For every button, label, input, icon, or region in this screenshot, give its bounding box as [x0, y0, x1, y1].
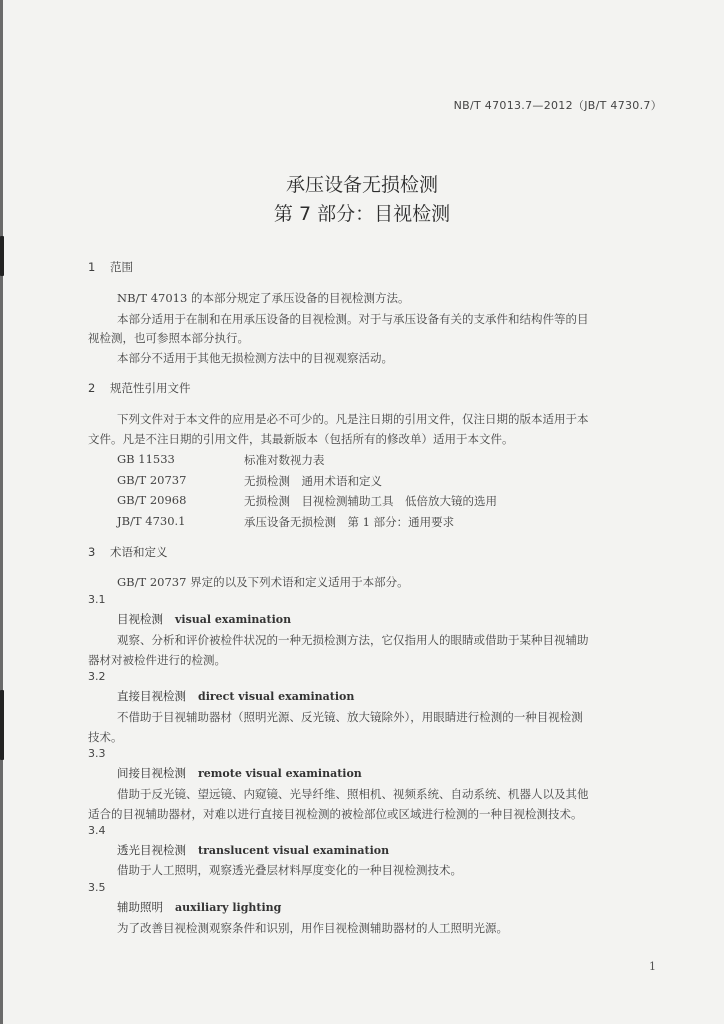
term-entry [117, 765, 362, 781]
clause-number: 3.1 [88, 593, 106, 606]
clause-number: 3.4 [88, 824, 106, 837]
reference-code: JB/T 4730.1 [117, 514, 186, 528]
term-english: translucent visual examination [198, 844, 390, 857]
standard-code: NB/T 47013.7—2012（JB/T 4730.7） [453, 99, 662, 112]
section-number: 1 [88, 260, 96, 274]
definition: 不借助于目视辅助器材（照明光源、反光镜、放大镜除外），用眼睛进行检测的一种目视检测 [117, 710, 583, 724]
paragraph: 本部分适用于在制和在用承压设备的目视检测。对于与承压设备有关的支承件和结构件等的目 [117, 312, 589, 326]
reference-code: GB/T 20968 [117, 493, 187, 507]
scan-edge-mark-bottom [0, 690, 4, 760]
term-entry [117, 899, 281, 915]
document-title: 承压设备无损检测 [285, 174, 438, 196]
reference-title: 无损检测 通用术语和定义 [244, 474, 382, 488]
scan-edge-mark-top [0, 236, 4, 276]
paragraph: 文件。凡是不注日期的引用文件，其最新版本（包括所有的修改单）适用于本文件。 [88, 432, 514, 446]
paragraph: 视检测，也可参照本部分执行。 [88, 331, 249, 345]
term-english: auxiliary lighting [175, 901, 282, 914]
definition: 技术。 [88, 730, 123, 744]
term-english: remote visual examination [198, 767, 362, 780]
section-2-heading [88, 380, 191, 396]
definition: 器材对被检件进行的检测。 [88, 653, 226, 667]
term-english: direct visual examination [198, 690, 355, 703]
reference-code: GB/T 20737 [117, 473, 187, 487]
term-chinese: 辅助照明 [117, 900, 163, 914]
section-title: 规范性引用文件 [110, 381, 191, 395]
term-english: visual examination [175, 613, 292, 626]
section-number: 2 [88, 381, 96, 395]
section-1-heading [88, 259, 133, 275]
section-title: 范围 [110, 260, 133, 274]
scan-left-edge [0, 0, 3, 1024]
definition: 观察、分析和评价被检件状况的一种无损检测方法，它仅指用人的眼睛或借助于某种目视辅助 [117, 633, 589, 647]
section-3-heading [88, 544, 168, 560]
paragraph: 下列文件对于本文件的应用是必不可少的。凡是注日期的引用文件，仅注日期的版本适用于本 [117, 412, 589, 426]
term-entry [117, 688, 354, 704]
document-subtitle: 第 7 部分：目视检测 [273, 203, 451, 225]
reference-code: GB 11533 [117, 452, 175, 466]
clause-number: 3.5 [88, 881, 106, 894]
page-number: 1 [649, 960, 656, 973]
reference-title: 承压设备无损检测 第 1 部分：通用要求 [244, 515, 455, 529]
paragraph: NB/T 47013 的本部分规定了承压设备的目视检测方法。 [117, 291, 410, 305]
paragraph: 本部分不适用于其他无损检测方法中的目视观察活动。 [117, 351, 393, 365]
definition: 为了改善目视检测观察条件和识别，用作目视检测辅助器材的人工照明光源。 [117, 921, 508, 935]
term-chinese: 透光目视检测 [117, 843, 186, 857]
reference-title: 无损检测 目视检测辅助工具 低倍放大镜的选用 [244, 494, 497, 508]
clause-number: 3.3 [88, 747, 106, 760]
reference-title: 标准对数视力表 [244, 453, 325, 467]
paragraph: GB/T 20737 界定的以及下列术语和定义适用于本部分。 [117, 575, 409, 589]
term-entry [117, 842, 389, 858]
section-number: 3 [88, 545, 96, 559]
term-chinese: 直接目视检测 [117, 689, 186, 703]
term-entry [117, 611, 291, 627]
term-chinese: 目视检测 [117, 612, 163, 626]
definition: 借助于反光镜、望远镜、内窥镜、光导纤维、照相机、视频系统、自动系统、机器人以及其他 [117, 787, 589, 801]
definition: 借助于人工照明，观察透光叠层材料厚度变化的一种目视检测技术。 [117, 863, 462, 877]
definition: 适合的目视辅助器材，对难以进行直接目视检测的被检部位或区域进行检测的一种目视检测技术。 [88, 807, 583, 821]
clause-number: 3.2 [88, 670, 106, 683]
section-title: 术语和定义 [110, 545, 168, 559]
term-chinese: 间接目视检测 [117, 766, 186, 780]
